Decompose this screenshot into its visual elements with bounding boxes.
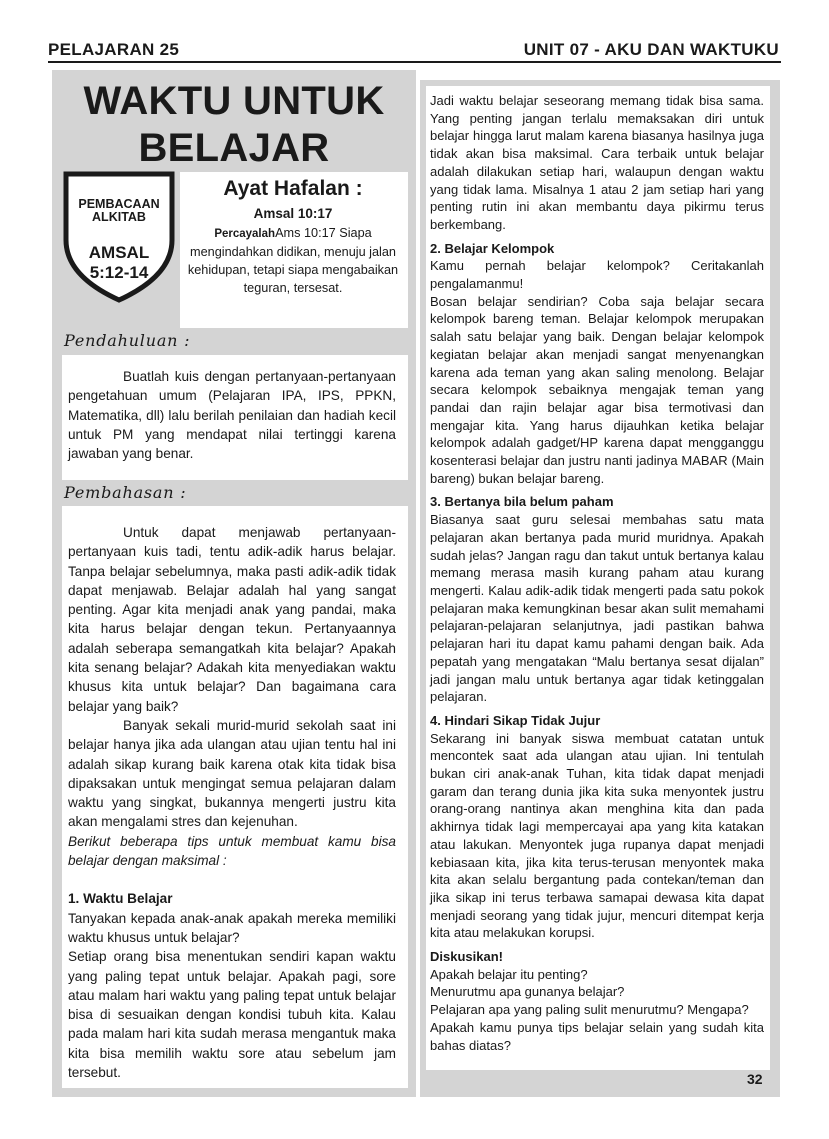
shield-reading-ref: AMSAL 5:12-14 (88, 243, 150, 282)
memory-verse-title: Ayat Hafalan : (223, 177, 363, 200)
verse-version: Percayalah (214, 228, 276, 240)
right-column-text (430, 92, 764, 1054)
header-rule (48, 61, 781, 63)
discussion-question: Apakah belajar itu penting? (430, 966, 588, 982)
tip-heading-1: 1. Waktu Belajar (68, 891, 173, 907)
tip-heading-3: 3. Bertanya bila belum paham (430, 494, 614, 510)
discussion-heading: Diskusikan! (430, 949, 503, 965)
unit-label: UNIT 07 - AKU DAN WAKTUKU (523, 40, 779, 59)
lesson-label: PELAJARAN 25 (48, 40, 180, 59)
title-line-1: WAKTU UNTUK (83, 79, 385, 123)
shield-icon (60, 168, 178, 304)
memory-verse-text: PercayalahAms 10:17 Siapa mengindahkan didikan, menuju jalan kehidupan, tetapi siapa mengabaikan teguran, tersesat. (187, 226, 399, 295)
tip-heading-2: 2. Belajar Kelompok (430, 240, 555, 256)
paragraph: Kamu pernah belajar kelompok? Ceritakanlah pengalamanmu! (430, 258, 764, 292)
paragraph: Jadi waktu belajar seseorang memang tidak bisa sama. Yang penting jangan terlalu memaksakan diri untuk belajar hingga larut malam karena biasanya hasilnya juga tidak akan bisa maksimal. Cara terbaik untuk belajar adalah dilakukan setiap hari, walaupun dengan waktu yang tidak lama. Misalnya 1 atau 2 jam setiap hari yang penting rutin ini akan membantu daya pikirmu terus berkembang. (430, 93, 764, 232)
page-title (62, 78, 406, 172)
paragraph: Bosan belajar sendirian? Coba saja belajar secara kelompok bareng teman. Belajar kelompok merupakan salah satu belajar yang baik. Dengan belajar kelompok kegiatan belajar akan menjadi sangat menyenangkan karena ada teman yang akan saling menolong. Belajar secara kelompok sebaiknya mengajak teman yang pandai dan rajin belajar agar bisa termotivasi dan mengajar kita. Yang harus dijauhkan ketika belajar kelompok adalah gadget/HP karena dapat mengganggu kosenterasi belajar dan justru nanti jadinya MABAR (Main bareng) bukan belajar bareng. (430, 293, 764, 486)
paragraph: Biasanya saat guru selesai membahas satu mata pelajaran akan bertanya pada murid muridnya. Apakah sudah jelas? Jangan ragu dan takut untuk bertanya kalau memang merasa masih kurang paham atau kurang mengerti. Kalau adik-adik tidak mengerti pada satu pokok pelajaran maka kemungkinan besar akan sulit memahami pelajaran-pelajaran selanjutnya, jadi pastikan bahwa pelajaran hari itu dapat kamu pahami dengan baik. Ada pepatah yang mengatakan “Malu bertanya sesat dijalan” jadi jangan malu untuk bertanya agar tidak ketinggalan pelajaran. (430, 512, 764, 705)
page-number: 32 (747, 1071, 763, 1087)
title-line-2: BELAJAR (138, 126, 330, 170)
pembahasan-heading: Pembahasan : (64, 483, 187, 502)
memory-verse-ref: Amsal 10:17 (253, 206, 333, 221)
paragraph: Tanyakan kepada anak-anak apakah mereka memiliki waktu khusus untuk belajar? (68, 910, 396, 945)
shield-reading-label: PEMBACAAN ALKITAB (78, 197, 160, 224)
paragraph: Setiap orang bisa menentukan sendiri kapan waktu yang paling tepat untuk belajar. Apakah pagi, sore atau malam hari waktu yang paling tepat untuk belajar bisa di sesuaikan dengan kondisi tubuh kita. Kalau pada malam hari kita sudah merasa mengantuk maka kita bisa memilih waktu sore atau sebelum jam tersebut. (68, 949, 396, 1081)
pendahuluan-heading: Pendahuluan : (64, 331, 191, 350)
paragraph: Banyak sekali murid-murid sekolah saat ini belajar hanya jika ada ulangan atau ujian tentu hal ini adalah sikap kurang baik karena otak kita tidak bisa dipaksakan untuk mengingat semua pelajaran dalam waktu yang singkat, bukannya mengerti justru kita akan mengalami stres dan kejenuhan. (68, 717, 396, 830)
paragraph: Sekarang ini banyak siswa membuat catatan untuk mencontek saat ada ulangan atau ujian. Ini tentulah bukan ciri anak-anak Tuhan, kita tidak dapat menjadi garam dan terang dunia jika kita suka menyontek justru orang-orang nantinya akan menghina kita dan pada akhirnya tidak lagi mempercayai apa yang kita katakan atau lakukan. Menyontek juga rupanya dapat menjadi kebiasaan kita, jika kita terus-terusan menyontek maka kita akan selalu bergantung pada contekan/teman dan jika sikap ini terus terbawa samapai dewasa kita dapat menjadi seorang yang tidak jujur, mencuri ditempat kerja kita atau melakukan korupsi. (430, 730, 764, 941)
pendahuluan-text: Buatlah kuis dengan pertanyaan-pertanyaan pengetahuan umum (Pelajaran IPA, IPS, PPKN, Matematika, dll) lalu berilah penilaian dan hadiah kecil untuk PM yang mendapat nilai tertinggi karena jawaban yang benar. (68, 369, 396, 462)
discussion-question: Apakah kamu punya tips belajar selain yang sudah kita bahas diatas? (430, 1019, 764, 1053)
pembahasan-text (68, 523, 396, 1082)
discussion-question: Menurutmu apa gunanya belajar? (430, 984, 625, 1000)
discussion-question: Pelajaran apa yang paling sulit menurutmu? Mengapa? (430, 1002, 749, 1018)
paragraph: Untuk dapat menjawab pertanyaan-pertanyaan kuis tadi, tentu adik-adik harus belajar. Tanpa belajar sebelumnya, maka pasti adik-adik tidak dapat menjawab. Belajar adalah hal yang sangat penting. Agar kita menjadi anak yang pandai, maka kita harus belajar dengan tekun. Pertanyaannya adalah seberapa semangatkah kita belajar? Apakah kita senang belajar? Adakah kita menyediakan waktu khusus kita untuk belajar? Dan bagaimana cara belajar yang baik? (68, 525, 396, 714)
tips-intro: Berikut beberapa tips untuk membuat kamu bisa belajar dengan maksimal : (68, 833, 396, 869)
tip-heading-4: 4. Hindari Sikap Tidak Jujur (430, 712, 601, 728)
